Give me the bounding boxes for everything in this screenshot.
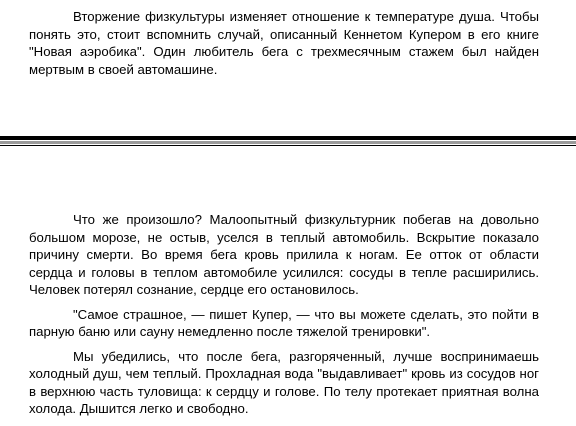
paragraph: Мы убедились, что после бега, разгоряченный, лучше воспринимаешь холодный душ, чем теплый. Прохладная вода "выдавливает" кровь из сосудов ног в верхнюю часть туловища: к сердцу и голове. По телу протекает приятная волна холода. Дышится легко и свободно. — [29, 348, 539, 416]
text-block-top — [29, 8, 539, 85]
page-break-line — [0, 145, 576, 146]
page-break — [0, 133, 576, 149]
page-break-shadow — [0, 141, 576, 144]
paragraph: "Самое страшное, — пишет Купер, — что вы можете сделать, это пойти в парную баню или сауну немедленно после тяжелой тренировки". — [29, 306, 539, 339]
page-break-line — [0, 136, 576, 140]
text-block-bottom — [29, 211, 539, 425]
document-page-top — [0, 0, 576, 132]
paragraph: Что же произошло? Малоопытный физкультурник побегав на довольно большом морозе, не остыв, уселся в теплый автомобиль. Вскрытие показало причину смерти. Во время бега кровь прилила к ногам. Ее отток от области сердца и головы в теплом автомобиле усилился: сосуды в тепле расширились. Человек потерял сознание, сердце его остановилось. — [29, 212, 539, 297]
paragraph: Вторжение физкультуры изменяет отношение к температуре душа. Чтобы понять это, стоит вспомнить случай, описанный Кеннетом Купером в его книге "Новая аэробика". Один любитель бега с трехмесячным стажем был найден мертвым в своей автомашине. — [29, 9, 539, 77]
